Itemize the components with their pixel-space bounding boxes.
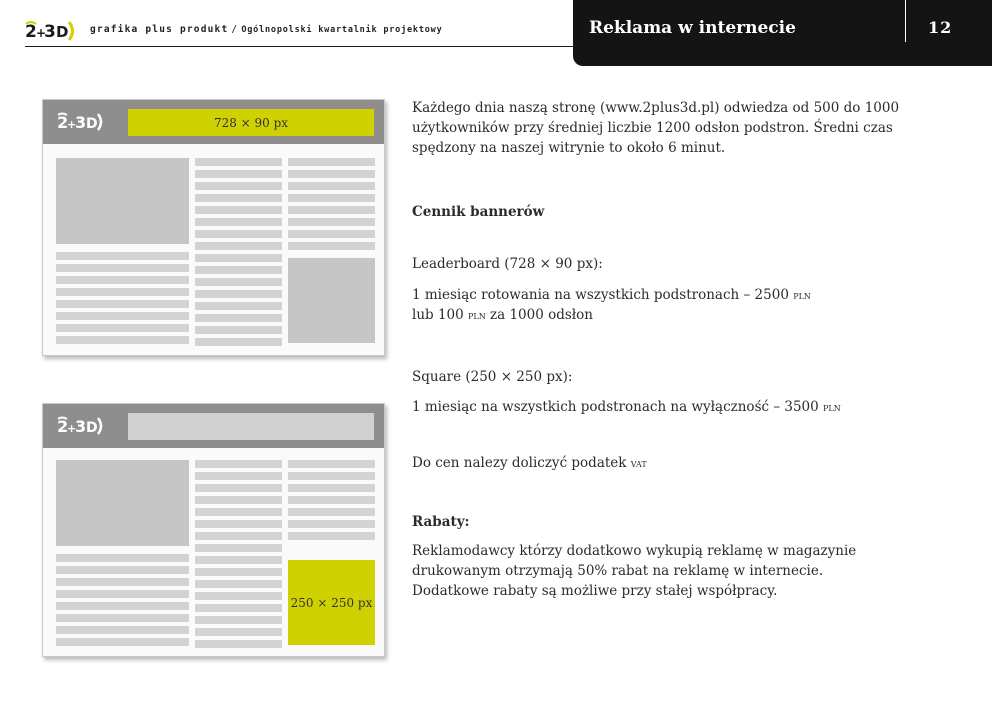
placeholder-text-lines bbox=[195, 460, 282, 648]
svg-text:3: 3 bbox=[75, 417, 87, 436]
placeholder-text-lines bbox=[195, 158, 282, 346]
pricing-heading: Cennik bannerów bbox=[412, 204, 545, 220]
svg-text:+: + bbox=[67, 422, 77, 435]
square-price-text: 1 miesiąc na wszystkich podstronach na wyłączność – 3500 bbox=[412, 399, 824, 415]
discounts-heading: Rabaty: bbox=[412, 514, 470, 530]
svg-text:3: 3 bbox=[44, 22, 56, 42]
svg-text:+: + bbox=[67, 118, 77, 131]
svg-text:3: 3 bbox=[75, 113, 87, 132]
leaderboard-ad-slot: 728 × 90 px bbox=[128, 109, 374, 136]
discounts-line-2: drukowanym otrzymają 50% rabat na reklamę w internecie. bbox=[412, 563, 824, 579]
svg-text:2: 2 bbox=[57, 417, 69, 436]
header-tagline bbox=[90, 24, 443, 35]
currency-unit: pln bbox=[823, 400, 841, 414]
svg-text:2: 2 bbox=[57, 113, 69, 132]
discounts-line-3: Dodatkowe rabaty są możliwe przy stałej współpracy. bbox=[412, 583, 778, 599]
placeholder-text-lines bbox=[288, 158, 375, 250]
header-banner-placeholder bbox=[128, 413, 374, 440]
section-title: Reklama w internecie bbox=[589, 18, 796, 38]
mockup-header-bar bbox=[43, 100, 384, 144]
leaderboard-mockup bbox=[42, 99, 385, 356]
vat-unit: vat bbox=[630, 456, 647, 470]
discounts-line-1: Reklamodawcy którzy dodatkowo wykupią reklamę w magazynie bbox=[412, 543, 857, 559]
square-title: Square (250 × 250 px): bbox=[412, 369, 573, 385]
mockup-header-bar bbox=[43, 404, 384, 448]
tagline-main: grafika plus produkt bbox=[90, 24, 229, 35]
tagline-slash: / bbox=[231, 24, 239, 35]
intro-line-2: użytkowników przy średniej liczbie 1200 odsłon podstron. Średni czas bbox=[412, 120, 893, 136]
intro-line-1: Każdego dnia naszą stronę (www.2plus3d.pl) odwiedza od 500 do 1000 bbox=[412, 100, 900, 116]
svg-text:D: D bbox=[86, 116, 98, 132]
header-divider bbox=[905, 0, 906, 42]
header-section-block bbox=[573, 0, 992, 66]
leaderboard-price-line bbox=[412, 285, 811, 305]
placeholder-text-lines bbox=[56, 554, 189, 646]
alt-price-suffix: za 1000 odsłon bbox=[485, 307, 594, 323]
alt-price-text: lub 100 bbox=[412, 307, 469, 323]
tagline-sub: Ogólnopolski kwartalnik projektowy bbox=[241, 25, 443, 35]
leaderboard-title: Leaderboard (728 × 90 px): bbox=[412, 256, 603, 272]
mockup-logo-icon bbox=[57, 112, 109, 132]
square-ad-slot: 250 × 250 px bbox=[288, 560, 375, 645]
logo-2plus3d-icon bbox=[25, 20, 79, 42]
header-rule bbox=[25, 46, 573, 47]
placeholder-image bbox=[56, 158, 189, 244]
svg-text:D: D bbox=[56, 23, 69, 41]
placeholder-sidebar-box bbox=[288, 258, 375, 343]
svg-text:D: D bbox=[86, 420, 98, 436]
page-number: 12 bbox=[928, 18, 953, 37]
placeholder-text-lines bbox=[56, 252, 189, 344]
square-price-line bbox=[412, 397, 841, 417]
svg-text:2: 2 bbox=[25, 22, 37, 42]
leaderboard-alt-price-line bbox=[412, 305, 593, 325]
placeholder-text-lines bbox=[288, 460, 375, 540]
placeholder-image bbox=[56, 460, 189, 546]
currency-unit: pln bbox=[793, 288, 811, 302]
vat-note bbox=[412, 453, 647, 473]
vat-note-text: Do cen nalezy doliczyć podatek bbox=[412, 455, 631, 471]
currency-unit: pln bbox=[468, 308, 486, 322]
leaderboard-price-text: 1 miesiąc rotowania na wszystkich podstronach – 2500 bbox=[412, 287, 794, 303]
intro-line-3: spędzony na naszej witrynie to około 6 minut. bbox=[412, 140, 726, 156]
square-mockup bbox=[42, 403, 385, 657]
mockup-logo-icon bbox=[57, 416, 109, 436]
svg-text:+: + bbox=[36, 26, 47, 40]
header-logo bbox=[25, 20, 79, 42]
